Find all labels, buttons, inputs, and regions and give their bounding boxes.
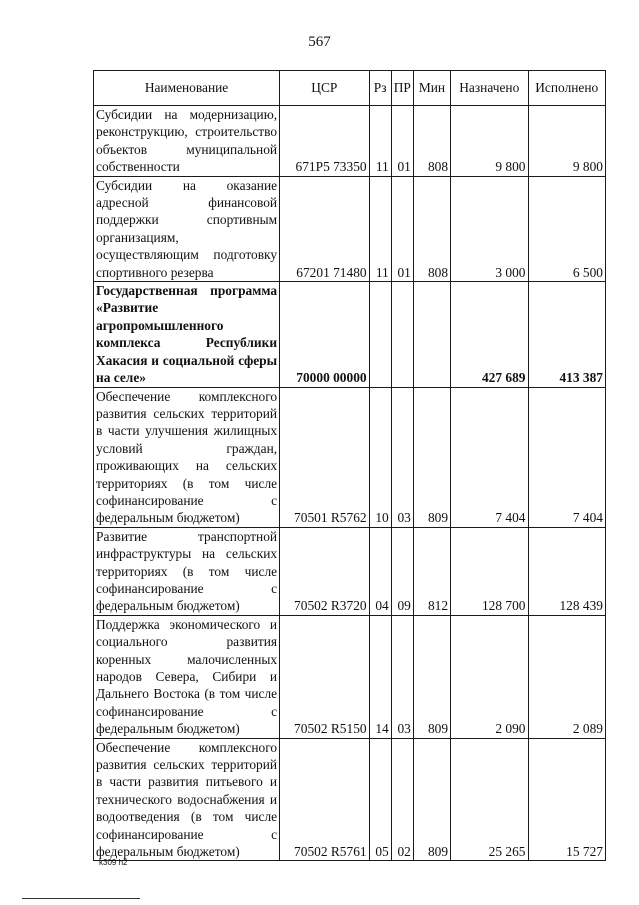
- row-assigned: 2 090: [451, 615, 528, 738]
- row-rz: 11: [369, 176, 391, 281]
- header-name: Наименование: [94, 71, 280, 106]
- row-executed: 9 800: [528, 106, 606, 177]
- row-csr: 70502 R3720: [280, 527, 370, 615]
- page-number: 567: [308, 34, 331, 50]
- table-row: [94, 176, 606, 281]
- row-min: [413, 282, 450, 387]
- row-csr: 67201 71480: [280, 176, 370, 281]
- row-csr: 70501 R5762: [280, 387, 370, 527]
- row-assigned: 128 700: [451, 527, 528, 615]
- row-min: 809: [413, 738, 450, 861]
- table-row: [94, 106, 606, 177]
- row-pr: 01: [391, 176, 413, 281]
- row-assigned: 7 404: [451, 387, 528, 527]
- row-rz: 04: [369, 527, 391, 615]
- row-rz: 14: [369, 615, 391, 738]
- row-min: 809: [413, 615, 450, 738]
- row-pr: 01: [391, 106, 413, 177]
- row-pr: [391, 282, 413, 387]
- table-row: [94, 738, 606, 861]
- row-min: 808: [413, 176, 450, 281]
- header-pr: ПР: [391, 71, 413, 106]
- row-executed: 413 387: [528, 282, 606, 387]
- row-executed: 6 500: [528, 176, 606, 281]
- header-csr: ЦСР: [280, 71, 370, 106]
- row-csr: 70502 R5761: [280, 738, 370, 861]
- header-executed: Исполнено: [528, 71, 606, 106]
- table-row: [94, 387, 606, 527]
- table-row-program: [94, 282, 606, 387]
- row-csr: 70502 R5150: [280, 615, 370, 738]
- row-csr: 70000 00000: [280, 282, 370, 387]
- row-executed: 7 404: [528, 387, 606, 527]
- row-assigned: 3 000: [451, 176, 528, 281]
- row-min: 808: [413, 106, 450, 177]
- row-pr: 02: [391, 738, 413, 861]
- table-row: [94, 615, 606, 738]
- row-executed: 15 727: [528, 738, 606, 861]
- row-name: Развитие транспортной инфраструктуры на сельских территориях (в том числе софинансирование с федеральным бюджетом): [94, 527, 280, 615]
- row-name: Обеспечение комплексного развития сельских территорий в части улучшения жилищных условий граждан, проживающих на сельских территориях (в том числе софинансирование с федеральным бюджетом): [94, 387, 280, 527]
- row-rz: 10: [369, 387, 391, 527]
- row-name: Субсидии на модернизацию, реконструкцию, строительство объектов муниципальной собственности: [94, 106, 280, 177]
- row-name: Поддержка экономического и социального развития коренных малочисленных народов Севера, Сибири и Дальнего Востока (в том числе софинансирование с федеральным бюджетом): [94, 615, 280, 738]
- header-min: Мин: [413, 71, 450, 106]
- row-rz: 11: [369, 106, 391, 177]
- row-assigned: 427 689: [451, 282, 528, 387]
- row-rz: 05: [369, 738, 391, 861]
- row-csr: 671P5 73350: [280, 106, 370, 177]
- footer-divider: [22, 898, 140, 899]
- row-assigned: 25 265: [451, 738, 528, 861]
- footer-code: k309 h2: [99, 858, 128, 867]
- row-executed: 2 089: [528, 615, 606, 738]
- row-name: Обеспечение комплексного развития сельских территорий в части развития питьевого и технического водоснабжения и водоотведения (в том числе софинансирование с федеральным бюджетом): [94, 738, 280, 861]
- table-header-row: [94, 71, 606, 106]
- table-row: [94, 527, 606, 615]
- row-rz: [369, 282, 391, 387]
- row-executed: 128 439: [528, 527, 606, 615]
- header-rz: Рз: [369, 71, 391, 106]
- row-name: Государственная программа «Развитие агропромышленного комплекса Республики Хакасия и социальной сферы на селе»: [94, 282, 280, 387]
- budget-table: [93, 70, 606, 861]
- row-pr: 03: [391, 387, 413, 527]
- row-min: 809: [413, 387, 450, 527]
- row-name: Субсидии на оказание адресной финансовой поддержки спортивным организациям, осуществляющим подготовку спортивного резерва: [94, 176, 280, 281]
- row-pr: 03: [391, 615, 413, 738]
- row-pr: 09: [391, 527, 413, 615]
- row-assigned: 9 800: [451, 106, 528, 177]
- row-min: 812: [413, 527, 450, 615]
- header-assigned: Назначено: [451, 71, 528, 106]
